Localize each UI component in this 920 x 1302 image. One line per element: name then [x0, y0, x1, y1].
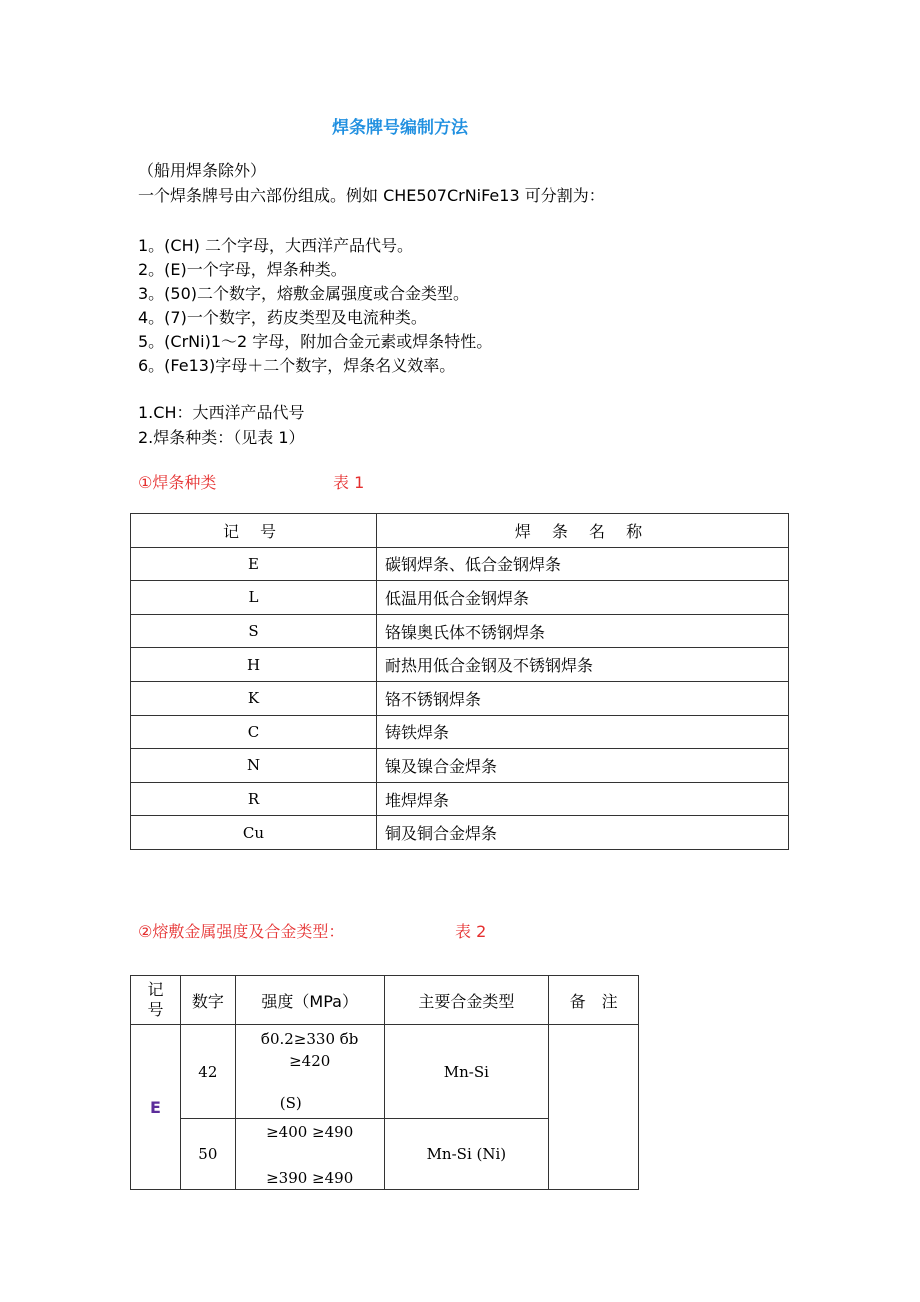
table-row — [131, 1025, 639, 1119]
intro-text: 一个焊条牌号由六部份组成。例如 CHE507CrNiFe13 可分割为： — [138, 186, 605, 205]
table-row — [131, 816, 789, 850]
table-cell: 铬不锈钢焊条 — [377, 681, 789, 715]
list-item: 1。(CH) 二个字母，大西洋产品代号。 — [138, 236, 413, 255]
table-row — [131, 581, 789, 615]
table-cell: Mn-Si (Ni) — [384, 1119, 549, 1190]
table-cell: 耐热用低合金钢及不锈钢焊条 — [377, 648, 789, 682]
table-header: 备 注 — [549, 976, 639, 1025]
table-cell: S — [131, 614, 377, 648]
table-header: 记 号 — [131, 514, 377, 548]
table-row — [131, 547, 789, 581]
table-cell: 铬镍奥氏体不锈钢焊条 — [377, 614, 789, 648]
table-cell: 铜及铜合金焊条 — [377, 816, 789, 850]
table-header: 焊 条 名 称 — [377, 514, 789, 548]
table-row — [131, 648, 789, 682]
list-item: 6。(Fe13)字母＋二个数字，焊条名义效率。 — [138, 356, 456, 375]
table-cell: 铸铁焊条 — [377, 715, 789, 749]
strength-alloy-table — [130, 975, 639, 1190]
strength-cell — [235, 1119, 384, 1190]
table-row — [131, 715, 789, 749]
note-text: （船用焊条除外） — [138, 161, 267, 180]
strength-line: ≥390 ≥490 — [266, 1169, 354, 1187]
table-row — [131, 782, 789, 816]
table-row — [131, 614, 789, 648]
table-header: 数字 — [180, 976, 235, 1025]
table-row — [131, 681, 789, 715]
list-item: 3。(50)二个数字，熔敷金属强度或合金类型。 — [138, 284, 470, 303]
list-item: 4。(7)一个数字，药皮类型及电流种类。 — [138, 308, 427, 327]
table-cell: 低温用低合金钢焊条 — [377, 581, 789, 615]
table-header: 主要合金类型 — [384, 976, 549, 1025]
list-item: 1.CH：大西洋产品代号 — [138, 403, 305, 422]
page-title: 焊条牌号编制方法 — [332, 118, 468, 138]
strength-line: ≥420 — [289, 1052, 331, 1070]
table-cell: 镍及镍合金焊条 — [377, 749, 789, 783]
table-cell: 堆焊焊条 — [377, 782, 789, 816]
table-cell: Cu — [131, 816, 377, 850]
list-item: 2。(E)一个字母，焊条种类。 — [138, 260, 347, 279]
table-cell: H — [131, 648, 377, 682]
table-row — [131, 749, 789, 783]
table-cell: C — [131, 715, 377, 749]
table-cell: K — [131, 681, 377, 715]
table-cell: Mn-Si — [384, 1025, 549, 1119]
strength-line: ≥400 ≥490 — [266, 1123, 354, 1141]
table-cell: 碳钢焊条、低合金钢焊条 — [377, 547, 789, 581]
section-heading: ②熔敷金属强度及合金类型： — [138, 922, 345, 941]
list-item: 5。(CrNi)1～2 字母，附加合金元素或焊条特性。 — [138, 332, 493, 351]
list-item: 2.焊条种类：（见表 1） — [138, 428, 305, 447]
strength-line: б0.2≥330 бb — [260, 1030, 359, 1048]
table-cell: 42 — [180, 1025, 235, 1119]
group-code: E — [131, 1025, 181, 1190]
table-cell: R — [131, 782, 377, 816]
table-cell: 50 — [180, 1119, 235, 1190]
table-cell: L — [131, 581, 377, 615]
table-cell: N — [131, 749, 377, 783]
electrode-type-table — [130, 513, 789, 850]
table-header — [131, 976, 181, 1025]
strength-line: (S) — [279, 1094, 302, 1112]
remark-cell — [549, 1025, 639, 1190]
table-header-label: 记号 — [147, 980, 164, 1019]
section-heading: ①焊条种类 — [138, 473, 217, 492]
table-cell: E — [131, 547, 377, 581]
table-label: 表 1 — [333, 473, 365, 492]
strength-cell — [235, 1025, 384, 1119]
table-header: 强度（MPa） — [235, 976, 384, 1025]
table-label: 表 2 — [455, 922, 487, 941]
